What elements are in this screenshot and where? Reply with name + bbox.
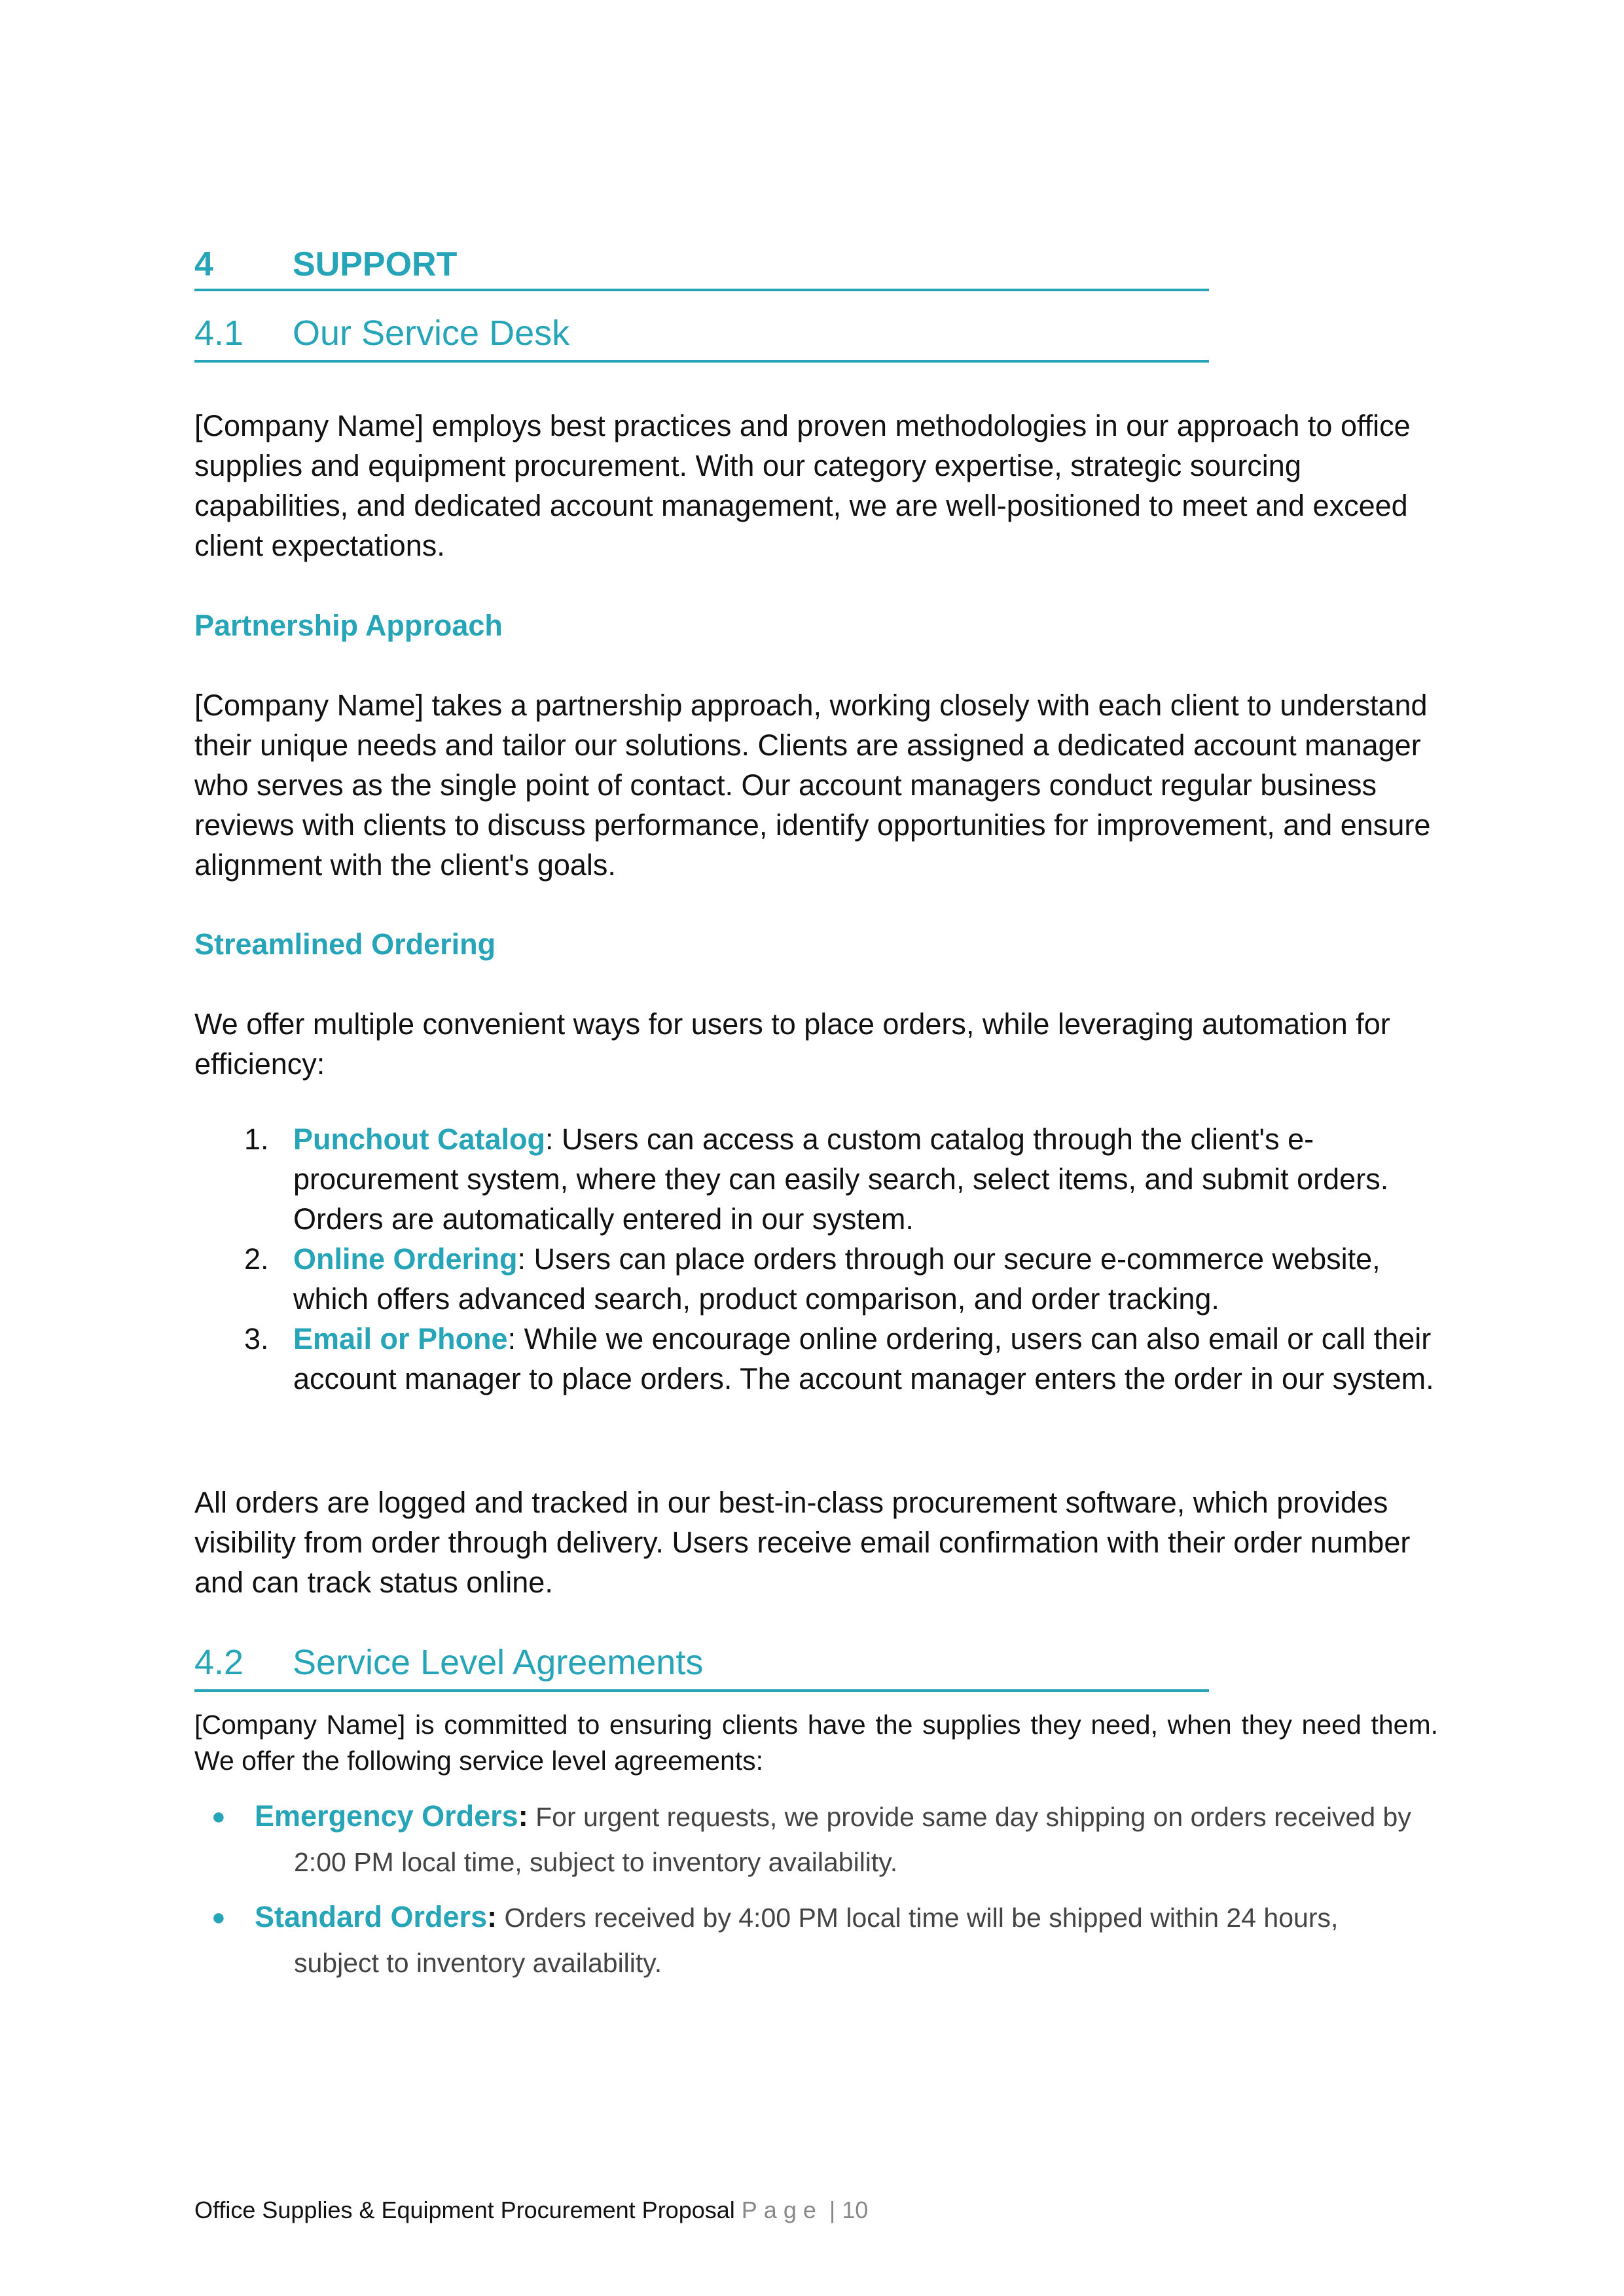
ordering-methods-list: [194, 1119, 1438, 1399]
subsection-title: Our Service Desk: [293, 314, 570, 353]
section-title: SUPPORT: [293, 245, 458, 283]
list-item-text: : While we encourage online ordering, users can also email or call their account manager to place orders. The account manager enters the order in our system.: [293, 1322, 1434, 1395]
page-footer: [194, 2194, 868, 2227]
intro-paragraph: [Company Name] employs best practices and proven methodologies in our approach to office supplies and equipment procurement. With our category expertise, strategic sourcing capabilities, and dedicated account management, we are well-positioned to meet and exceed client expectations.: [194, 409, 1411, 562]
partnership-heading: Partnership Approach: [194, 609, 503, 642]
ordering-intro-paragraph: We offer multiple convenient ways for users to place orders, while leveraging automation for efficiency:: [194, 1007, 1390, 1081]
sla-text-line1: Orders received by 4:00 PM local time will be shipped within 24 hours,: [497, 1903, 1339, 1933]
footer-doc-title: Office Supplies & Equipment Procurement Proposal: [194, 2197, 735, 2223]
partnership-paragraph: [Company Name] takes a partnership approach, working closely with each client to understand their unique needs and tailor our solutions. Clients are assigned a dedicated account manager who serves as the single point of contact. Our account managers conduct regular business reviews with clients to discuss performance, identify opportunities for improvement, and ensure alignment with the client's goals.: [194, 689, 1431, 882]
list-marker: 1.: [244, 1122, 269, 1156]
sla-colon: :: [487, 1900, 497, 1933]
ordering-heading: Streamlined Ordering: [194, 927, 496, 961]
list-item-text: : Users can place orders through our secure e-commerce website, which offers advanced search, product comparison, and order tracking.: [293, 1242, 1380, 1316]
subsection-title: Service Level Agreements: [293, 1643, 704, 1682]
list-item: [194, 1793, 1438, 1885]
list-item-title: Online Ordering: [293, 1242, 518, 1276]
sla-list: [194, 1793, 1438, 1995]
subsection-number: 4.1: [194, 314, 244, 353]
sla-text-line2: 2:00 PM local time, subject to inventory availability.: [294, 1847, 898, 1877]
sla-text-line2: subject to inventory availability.: [294, 1948, 662, 1978]
bullet-icon: ●: [211, 1803, 226, 1829]
list-marker: 2.: [244, 1242, 269, 1276]
sla-intro-paragraph: [Company Name] is committed to ensuring clients have the supplies they need, when they need them. We offer the following service level agreements:: [194, 1710, 1438, 1776]
list-item: [194, 1894, 1438, 1986]
section-heading: [194, 243, 1209, 291]
sla-title: Emergency Orders: [255, 1799, 518, 1833]
footer-separator: |: [829, 2197, 836, 2223]
list-marker: 3.: [244, 1322, 269, 1355]
sla-title: Standard Orders: [255, 1900, 488, 1933]
tracking-paragraph: All orders are logged and tracked in our best-in-class procurement software, which provides visibility from order through delivery. Users receive email confirmation with their order number and can track status online.: [194, 1486, 1411, 1599]
list-item-title: Email or Phone: [293, 1322, 508, 1355]
list-item: [194, 1119, 1438, 1239]
footer-page-label: Page: [741, 2197, 823, 2223]
list-item-text: : Users can access a custom catalog through the client's e-procurement system, where they can easily search, select items, and submit orders. Orders are automatically entered in our system.: [293, 1122, 1389, 1236]
footer-page-number: 10: [842, 2197, 869, 2223]
subsection-heading-service-desk: [194, 312, 1209, 363]
sla-colon: :: [518, 1799, 528, 1833]
list-item-title: Punchout Catalog: [293, 1122, 545, 1156]
list-item: [194, 1239, 1438, 1319]
bullet-icon: ●: [211, 1903, 226, 1930]
section-number: 4: [194, 245, 213, 283]
subsection-heading-sla: [194, 1641, 1209, 1692]
subsection-number: 4.2: [194, 1643, 244, 1682]
sla-text-line1: For urgent requests, we provide same day shipping on orders received by: [528, 1802, 1411, 1832]
list-item: [194, 1319, 1438, 1399]
